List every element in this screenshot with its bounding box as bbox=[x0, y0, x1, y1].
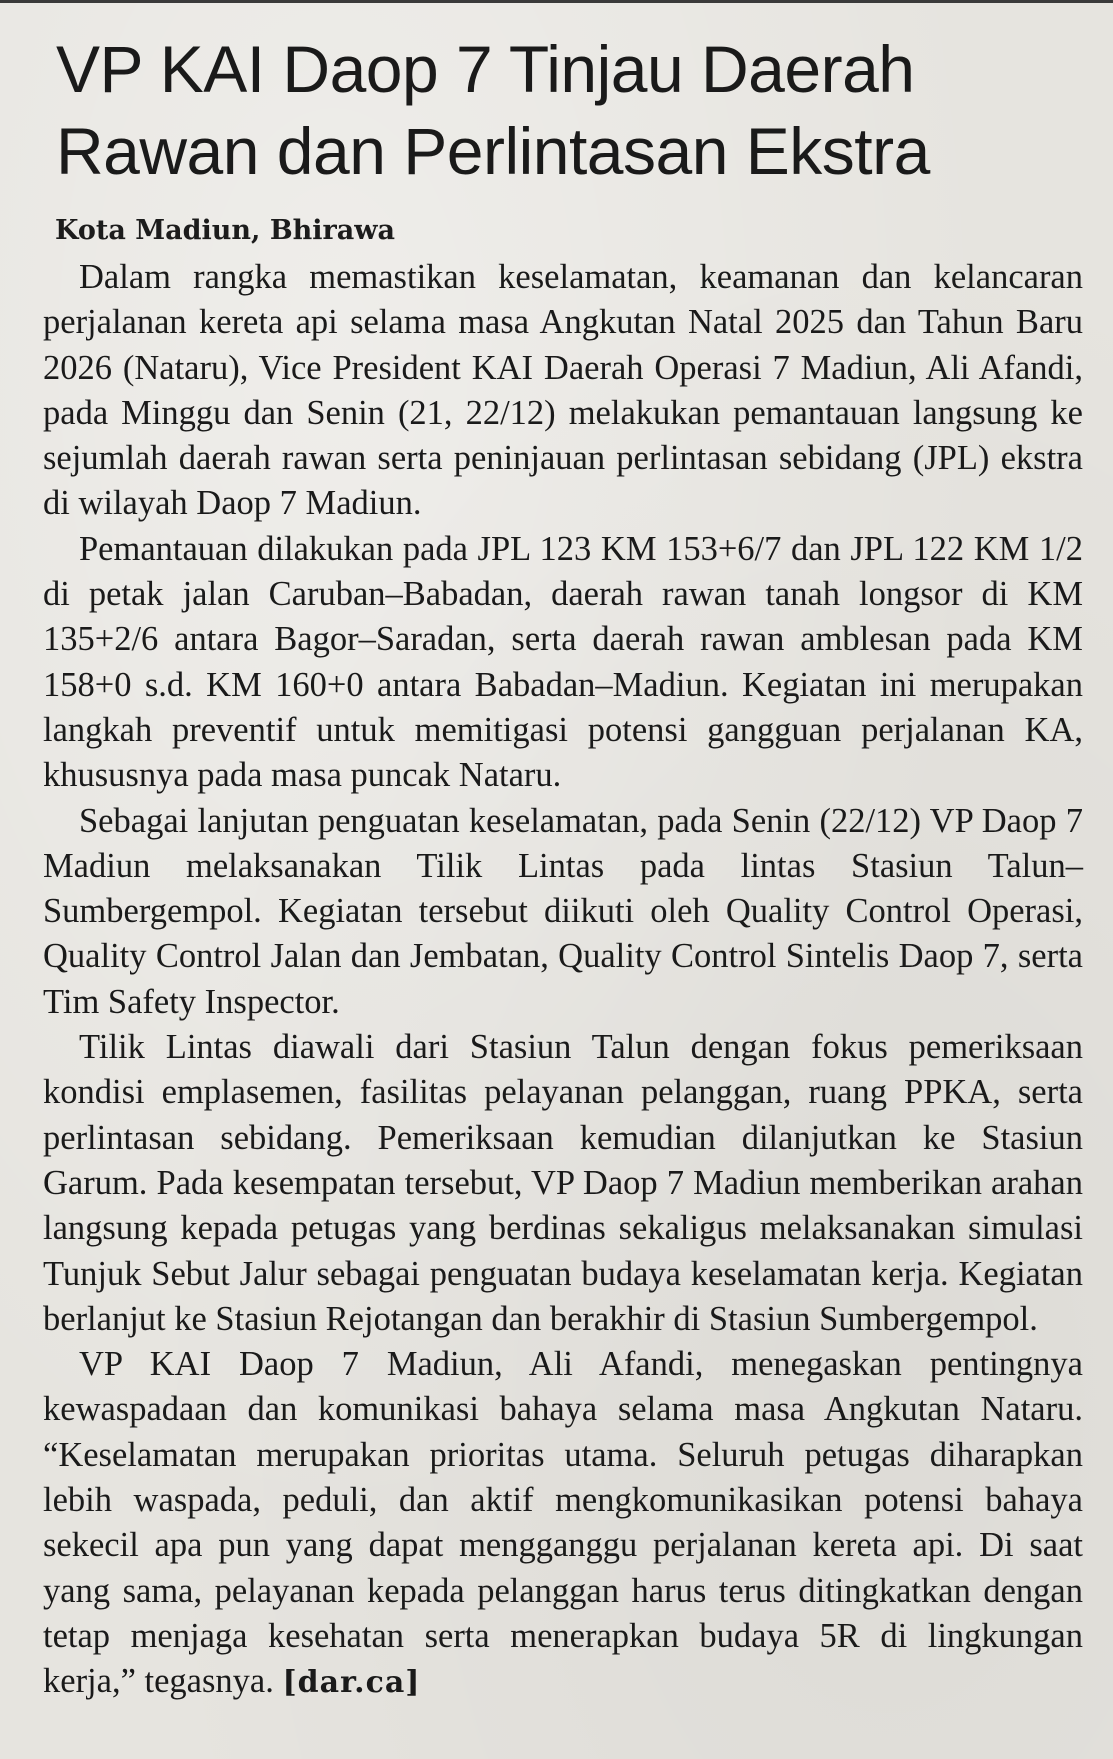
article-paragraph-4: Tilik Lintas diawali dari Stasiun Talun dengan fokus pemeriksaan kondisi emplasemen, fasilitas pelayanan pelanggan, ruang PPKA, serta perlintasan sebidang. Pemeriksaan kemudian dilanjutkan ke Stasiun Garum. Pada kesempatan tersebut, VP Daop 7 Madiun memberikan arahan langsung kepada petugas yang berdinas sekaligus melaksanakan simulasi Tunjuk Sebut Jalur sebagai penguatan budaya keselamatan kerja. Kegiatan berlanjut ke Stasiun Rejotangan dan berakhir di Stasiun Sumbergempol. bbox=[43, 1028, 1083, 1338]
article-paragraph-1: Dalam rangka memastikan keselamatan, keamanan dan kelancaran perjalanan kereta api selama masa Angkutan Natal 2025 dan Tahun Baru 2026 (Nataru), Vice President KAI Daerah Operasi 7 Madiun, Ali Afandi, pada Minggu dan Senin (21, 22/12) melakukan pemantauan langsung ke sejumlah daerah rawan serta peninjauan perlintasan sebidang (JPL) ekstra di wilayah Daop 7 Madiun. bbox=[43, 258, 1083, 523]
headline-line-2: Rawan dan Perlintasan Ekstra bbox=[56, 114, 930, 188]
article-paragraph-5 bbox=[43, 1342, 1083, 1705]
headline bbox=[56, 28, 1056, 192]
article-paragraph-3: Sebagai lanjutan penguatan keselamatan, pada Senin (22/12) VP Daop 7 Madiun melaksanakan Tilik Lintas pada lintas Stasiun Talun–Sumbergempol. Kegiatan tersebut diikuti oleh Quality Control Operasi, Quality Control Jalan dan Jembatan, Quality Control Sintelis Daop 7, serta Tim Safety Inspector. bbox=[43, 801, 1083, 1021]
top-rule bbox=[0, 0, 1113, 3]
article-paragraph-2: Pemantauan dilakukan pada JPL 123 KM 153+6/7 dan JPL 122 KM 1/2 di petak jalan Caruban–Babadan, daerah rawan tanah longsor di KM 135+2/6 antara Bagor–Saradan, serta daerah rawan amblesan pada KM 158+0 s.d. KM 160+0 antara Babadan–Madiun. Kegiatan ini merupakan langkah preventif untuk memitigasi potensi gangguan perjalanan KA, khususnya pada masa puncak Nataru. bbox=[43, 529, 1083, 795]
author-signoff: [dar.ca] bbox=[282, 1665, 421, 1701]
headline-line-1: VP KAI Daop 7 Tinjau Daerah bbox=[56, 32, 915, 106]
article-paragraph-5-text: VP KAI Daop 7 Madiun, Ali Afandi, menegaskan pentingnya kewaspadaan dan komunikasi bahaya selama masa Angkutan Nataru. “Keselamatan merupakan prioritas utama. Seluruh petugas diharapkan lebih waspada, peduli, dan aktif mengkomunikasikan potensi bahaya sekecil apa pun yang dapat mengganggu perjalanan kereta api. Di saat yang sama, pelayanan kepada pelanggan harus terus ditingkatkan dengan tetap menjaga kesehatan serta menerapkan budaya 5R di lingkungan kerja,” tegasnya. bbox=[43, 1345, 1083, 1701]
dateline: Kota Madiun, Bhirawa bbox=[55, 215, 395, 246]
article-body bbox=[43, 255, 1083, 1706]
